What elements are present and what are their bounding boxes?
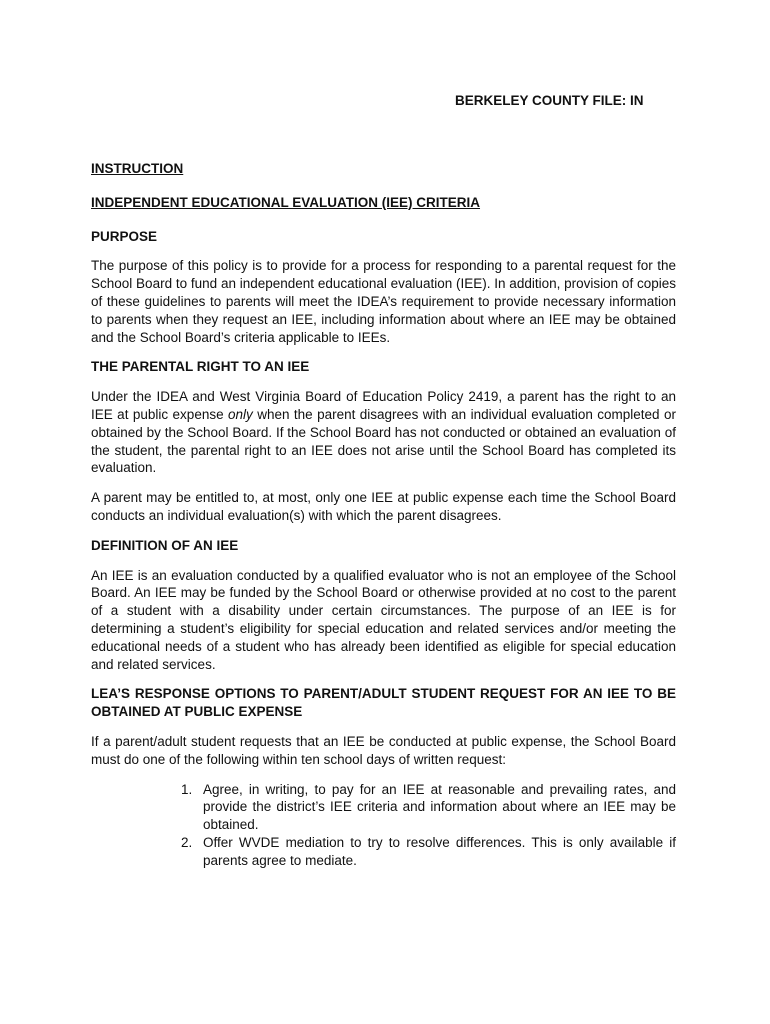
parental-right-text-before: Under the IDEA and West Virginia Board of Education Policy 2419, a parent has the right to an IEE at public expense [91, 389, 676, 422]
definition-heading: DEFINITION OF AN IEE [91, 537, 239, 553]
parental-right-heading: THE PARENTAL RIGHT TO AN IEE [91, 359, 310, 375]
section-category: INSTRUCTION [91, 161, 184, 176]
purpose-heading: PURPOSE [91, 228, 158, 244]
list-item-text: Agree, in writing, to pay for an IEE at reasonable and prevailing rates, and provide the district’s IEE criteria and information about where an IEE may be obtained. [203, 781, 676, 833]
list-item-text: Offer WVDE mediation to try to resolve differences. This is only available if parents agree to mediate. [203, 834, 676, 868]
list-item-number: 2. [181, 834, 193, 850]
document-body [91, 160, 676, 870]
list-item [181, 781, 676, 834]
definition-paragraph: An IEE is an evaluation conducted by a qualified evaluator who is not an employee of the School Board. An IEE may be funded by the School Board or otherwise provided at no cost to the parent of a student with a disability under certain circumstances. The purpose of an IEE is for determining a student’s eligibility for special education and related services and/or meeting the educational needs of a student who has already been identified as eligible for special education and related services. [91, 567, 676, 672]
file-code-header: BERKELEY COUNTY FILE: IN [455, 93, 644, 108]
parental-right-emphasis: only [228, 406, 253, 422]
response-options-list [91, 781, 676, 870]
response-options-intro: If a parent/adult student requests that an IEE be conducted at public expense, the School Board must do one of the following within ten school days of written request: [91, 733, 676, 767]
parental-right-text-after: when the parent disagrees with an individual evaluation completed or obtained by the School Board. If the School Board has not conducted or obtained an evaluation of the student, the parental right to an IEE does not arise until the School Board has completed its evaluation. [91, 406, 676, 476]
purpose-paragraph: The purpose of this policy is to provide for a process for responding to a parental request for the School Board to fund an independent educational evaluation (IEE). In addition, provision of copies of these guidelines to parents will meet the IDEA’s requirement to provide necessary information to parents when they request an IEE, including information about where an IEE may be obtained and the School Board’s criteria applicable to IEEs. [91, 258, 676, 345]
response-options-heading: LEA’S RESPONSE OPTIONS TO PARENT/ADULT STUDENT REQUEST FOR AN IEE TO BE OBTAINED AT PUBLIC EXPENSE [91, 686, 676, 720]
list-item [181, 834, 676, 870]
parental-right-paragraph-2: A parent may be entitled to, at most, only one IEE at public expense each time the School Board conducts an individual evaluation(s) with which the parent disagrees. [91, 490, 676, 523]
document-title: INDEPENDENT EDUCATIONAL EVALUATION (IEE) CRITERIA [91, 194, 481, 210]
parental-right-paragraph-1 [91, 388, 676, 477]
list-item-number: 1. [181, 781, 193, 797]
